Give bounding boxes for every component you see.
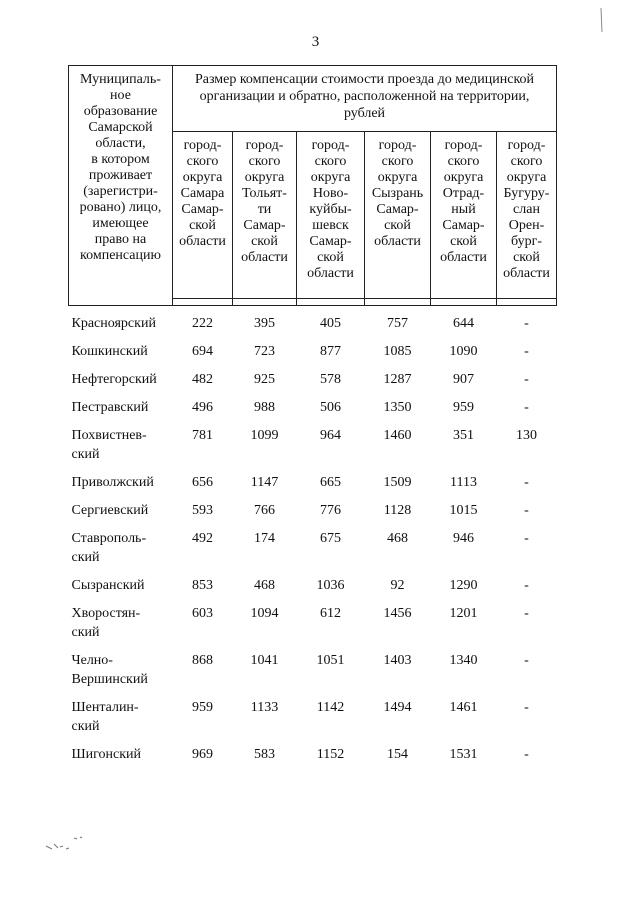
row-name: Челно- Вершинский — [71, 653, 148, 687]
row-value: 496 — [192, 400, 213, 415]
row-value: 675 — [320, 531, 341, 546]
table-row — [69, 529, 557, 576]
table-row — [69, 342, 557, 370]
table-row — [69, 604, 557, 651]
row-value: - — [524, 700, 529, 715]
row-value: 1099 — [250, 428, 279, 443]
row-value: 1350 — [383, 400, 412, 415]
row-value: 988 — [254, 400, 275, 415]
row-value: 468 — [387, 531, 408, 546]
row-value: 1085 — [383, 344, 412, 359]
row-value: 482 — [192, 372, 213, 387]
row-value: 1509 — [383, 475, 412, 490]
subheader-novokuybyshevsk: город- ского округа Ново- куйбы- шевск Самар- ской области — [297, 132, 365, 299]
table-row — [69, 698, 557, 745]
row-value: 946 — [453, 531, 474, 546]
subheader-otradny: город- ского округа Отрад- ный Самар- ской области — [431, 132, 497, 299]
row-name: Ставрополь- ский — [71, 531, 147, 565]
row-value: 877 — [320, 344, 341, 359]
row-value: 1036 — [316, 578, 345, 593]
row-value: 1090 — [449, 344, 478, 359]
row-value: - — [524, 372, 529, 387]
row-value: 351 — [453, 428, 474, 443]
row-value: - — [524, 344, 529, 359]
row-value: 969 — [192, 747, 213, 762]
table-row — [69, 398, 557, 426]
row-value: 766 — [254, 503, 275, 518]
row-value: 1041 — [250, 653, 279, 668]
row-value: 1015 — [449, 503, 478, 518]
row-value: - — [524, 316, 529, 331]
row-value: - — [524, 606, 529, 621]
row-value: 92 — [390, 578, 405, 593]
row-value: - — [524, 400, 529, 415]
table-row — [69, 426, 557, 473]
row-name: Приволжский — [71, 475, 154, 490]
row-value: - — [524, 747, 529, 762]
row-value: - — [524, 578, 529, 593]
row-value: 468 — [254, 578, 275, 593]
row-value: 1287 — [383, 372, 412, 387]
row-name: Шигонский — [71, 747, 142, 762]
row-value: 1152 — [316, 747, 345, 762]
row-value: 1290 — [449, 578, 478, 593]
table-row — [69, 501, 557, 529]
row-value: 1494 — [383, 700, 412, 715]
row-value: - — [524, 475, 529, 490]
table-row — [69, 745, 557, 773]
row-name: Красноярский — [71, 316, 156, 331]
row-name: Нефтегорский — [71, 372, 157, 387]
row-value: 593 — [192, 503, 213, 518]
row-value: 665 — [320, 475, 341, 490]
subheader-buguruslan: город- ского округа Бугуру- слан Орен- бург- ской области — [497, 132, 557, 299]
subheader-syzran: город- ского округа Сызрань Самар- ской области — [365, 132, 431, 299]
row-value: 1201 — [449, 606, 478, 621]
row-value: 853 — [192, 578, 213, 593]
row-value: 578 — [320, 372, 341, 387]
row-value: 868 — [192, 653, 213, 668]
row-value: 781 — [192, 428, 213, 443]
compensation-size-header: Размер компенсации стоимости проезда до медицинской организации и обратно, расположенной на территории, рублей — [173, 66, 557, 132]
municipality-column-header: Муниципаль- ное образование Самарской области, в котором проживает (зарегистри- ровано) лицо, имеющее право на компенсацию — [69, 66, 173, 306]
row-value: 656 — [192, 475, 213, 490]
row-value: 1340 — [449, 653, 478, 668]
row-value: 395 — [254, 316, 275, 331]
row-value: - — [524, 653, 529, 668]
table-row — [69, 306, 557, 343]
row-value: 1147 — [250, 475, 279, 490]
row-value: 1456 — [383, 606, 412, 621]
row-value: 1461 — [449, 700, 478, 715]
row-value: - — [524, 503, 529, 518]
row-value: 1531 — [449, 747, 478, 762]
row-value: 1142 — [316, 700, 345, 715]
scan-mark — [598, 8, 604, 32]
row-value: 925 — [254, 372, 275, 387]
row-name: Хворостян- ский — [71, 606, 141, 640]
table-row — [69, 370, 557, 398]
row-value: 1403 — [383, 653, 412, 668]
row-value: 959 — [192, 700, 213, 715]
row-value: 506 — [320, 400, 341, 415]
row-value: 603 — [192, 606, 213, 621]
row-value: 405 — [320, 316, 341, 331]
row-name: Сызранский — [71, 578, 145, 593]
row-value: 130 — [516, 428, 537, 443]
row-value: 1133 — [250, 700, 279, 715]
row-value: 959 — [453, 400, 474, 415]
row-name: Сергиевский — [71, 503, 149, 518]
row-name: Шенталин- ский — [71, 700, 139, 734]
scan-speck — [44, 832, 86, 858]
row-value: 723 — [254, 344, 275, 359]
subheader-samara: город- ского округа Самара Самар- ской области — [173, 132, 233, 299]
row-value: 154 — [387, 747, 408, 762]
table-row — [69, 473, 557, 501]
row-value: 907 — [453, 372, 474, 387]
table-row — [69, 576, 557, 604]
row-name: Кошкинский — [71, 344, 148, 359]
row-value: 757 — [387, 316, 408, 331]
table-row — [69, 651, 557, 698]
row-name: Похвистнев- ский — [71, 428, 147, 462]
row-value: 1460 — [383, 428, 412, 443]
row-value: 644 — [453, 316, 474, 331]
row-value: 492 — [192, 531, 213, 546]
row-name: Пестравский — [71, 400, 149, 415]
row-value: 583 — [254, 747, 275, 762]
row-value: - — [524, 531, 529, 546]
compensation-table — [68, 65, 557, 773]
row-value: 1094 — [250, 606, 279, 621]
page-number: 3 — [311, 34, 320, 50]
row-value: 694 — [192, 344, 213, 359]
row-value: 222 — [192, 316, 213, 331]
row-value: 612 — [320, 606, 341, 621]
row-value: 1051 — [316, 653, 345, 668]
subheader-tolyatti: город- ского округа Тольят- ти Самар- ской области — [233, 132, 297, 299]
row-value: 1113 — [450, 475, 477, 490]
row-value: 776 — [320, 503, 341, 518]
row-value: 964 — [320, 428, 341, 443]
row-value: 174 — [254, 531, 275, 546]
row-value: 1128 — [383, 503, 412, 518]
